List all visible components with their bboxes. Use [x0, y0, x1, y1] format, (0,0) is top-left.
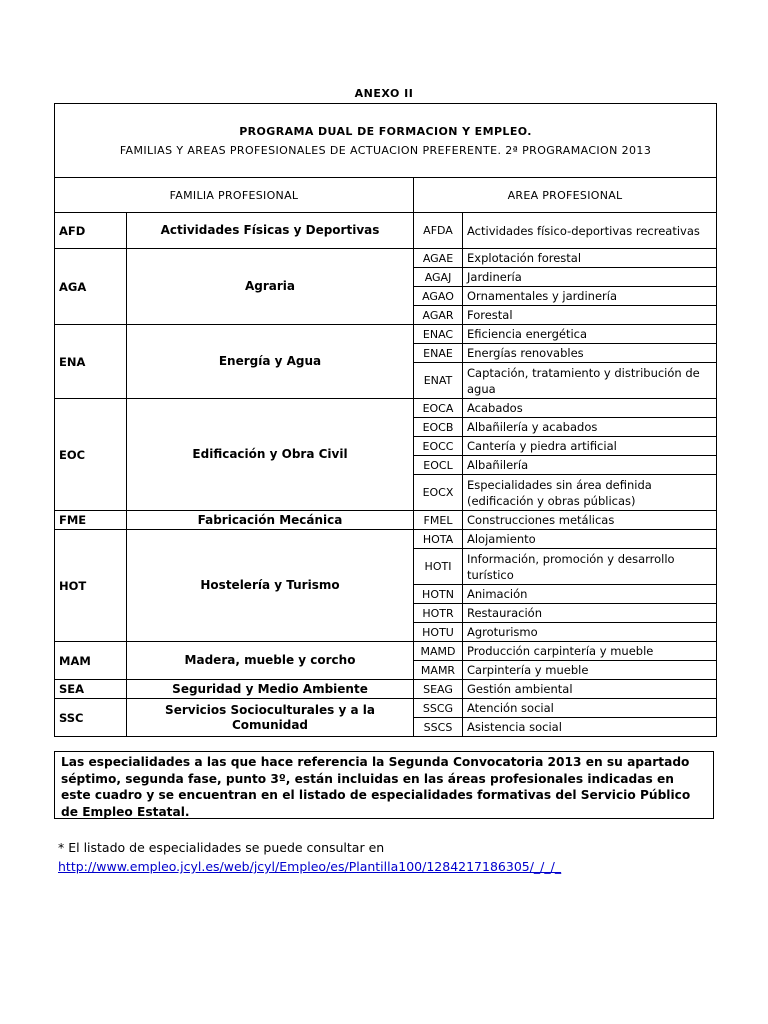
area-name: Albañilería: [463, 456, 717, 475]
area-name: Ornamentales y jardinería: [463, 287, 717, 306]
table-row: [55, 399, 717, 418]
area-name: Albañilería y acabados: [463, 418, 717, 437]
area-name: Energías renovables: [463, 344, 717, 363]
table-row: [55, 213, 717, 249]
annex-title: ANEXO II: [354, 87, 414, 100]
family-code: SEA: [55, 680, 127, 699]
area-name: Animación: [463, 585, 717, 604]
note-box: Las especialidades a las que hace referencia la Segunda Convocatoria 2013 en su apartado séptimo, segunda fase, punto 3º, están incluidas en las áreas profesionales indicadas en este cuadro y se encuentran en el listado de especialidades formativas del Servicio Público de Empleo Estatal.: [54, 751, 714, 819]
area-code: ENAC: [414, 325, 463, 344]
area-name: Restauración: [463, 604, 717, 623]
family-name: Agraria: [127, 249, 414, 325]
area-code: HOTA: [414, 530, 463, 549]
area-code: HOTN: [414, 585, 463, 604]
program-subtitle: FAMILIAS Y AREAS PROFESIONALES DE ACTUACION PREFERENTE. 2ª PROGRAMACION 2013: [119, 143, 652, 157]
area-code: HOTU: [414, 623, 463, 642]
family-name: Seguridad y Medio Ambiente: [127, 680, 414, 699]
area-name: Asistencia social: [463, 718, 717, 737]
area-name: Producción carpintería y mueble: [463, 642, 717, 661]
family-code: MAM: [55, 642, 127, 680]
table-row: [55, 325, 717, 344]
area-code: SSCS: [414, 718, 463, 737]
table-row: [55, 699, 717, 718]
area-code: SSCG: [414, 699, 463, 718]
area-code: AGAO: [414, 287, 463, 306]
area-code: EOCB: [414, 418, 463, 437]
area-name: Cantería y piedra artificial: [463, 437, 717, 456]
area-code: MAMD: [414, 642, 463, 661]
area-code: AFDA: [414, 213, 463, 249]
family-code: SSC: [55, 699, 127, 737]
area-code: ENAE: [414, 344, 463, 363]
area-name: Jardinería: [463, 268, 717, 287]
family-name: Servicios Socioculturales y a la Comunidad: [127, 699, 414, 737]
table-row: [55, 642, 717, 661]
area-code: EOCX: [414, 475, 463, 511]
area-name: Explotación forestal: [463, 249, 717, 268]
area-code: EOCC: [414, 437, 463, 456]
family-code: FME: [55, 511, 127, 530]
family-name: Edificación y Obra Civil: [127, 399, 414, 511]
families-table: [54, 103, 717, 737]
area-name: Atención social: [463, 699, 717, 718]
program-title: PROGRAMA DUAL DE FORMACION Y EMPLEO.: [239, 124, 532, 138]
table-row: [55, 511, 717, 530]
area-code: FMEL: [414, 511, 463, 530]
area-code: HOTI: [414, 549, 463, 585]
column-header-area: AREA PROFESIONAL: [414, 178, 717, 213]
area-name: Agroturismo: [463, 623, 717, 642]
area-code: MAMR: [414, 661, 463, 680]
area-name: Alojamiento: [463, 530, 717, 549]
area-code: EOCA: [414, 399, 463, 418]
area-code: EOCL: [414, 456, 463, 475]
footnote: [58, 838, 561, 876]
family-name: Madera, mueble y corcho: [127, 642, 414, 680]
area-name: Forestal: [463, 306, 717, 325]
column-header-familia: FAMILIA PROFESIONAL: [55, 178, 414, 213]
area-name: Eficiencia energética: [463, 325, 717, 344]
area-name: Construcciones metálicas: [463, 511, 717, 530]
table-row: [55, 249, 717, 268]
area-code: HOTR: [414, 604, 463, 623]
footnote-text: * El listado de especialidades se puede consultar en: [58, 840, 385, 855]
area-code: AGAR: [414, 306, 463, 325]
area-name: Acabados: [463, 399, 717, 418]
area-name: Información, promoción y desarrollo turístico: [463, 549, 717, 585]
area-name: Captación, tratamiento y distribución de agua: [463, 363, 717, 399]
area-code: AGAJ: [414, 268, 463, 287]
table-header: [55, 104, 717, 178]
family-code: AFD: [55, 213, 127, 249]
area-code: ENAT: [414, 363, 463, 399]
table-row: [55, 680, 717, 699]
area-name: Carpintería y mueble: [463, 661, 717, 680]
family-code: HOT: [55, 530, 127, 642]
family-code: EOC: [55, 399, 127, 511]
family-name: Actividades Físicas y Deportivas: [127, 213, 414, 249]
family-name: Fabricación Mecánica: [127, 511, 414, 530]
footnote-link[interactable]: http://www.empleo.jcyl.es/web/jcyl/Empleo/es/Plantilla100/1284217186305/_/_/_: [58, 859, 562, 874]
family-code: AGA: [55, 249, 127, 325]
family-code: ENA: [55, 325, 127, 399]
family-name: Energía y Agua: [127, 325, 414, 399]
area-name: Gestión ambiental: [463, 680, 717, 699]
area-code: SEAG: [414, 680, 463, 699]
family-name: Hostelería y Turismo: [127, 530, 414, 642]
table-row: [55, 530, 717, 549]
area-name: Especialidades sin área definida (edificación y obras públicas): [463, 475, 717, 511]
area-name: Actividades físico-deportivas recreativas: [463, 213, 717, 249]
area-code: AGAE: [414, 249, 463, 268]
